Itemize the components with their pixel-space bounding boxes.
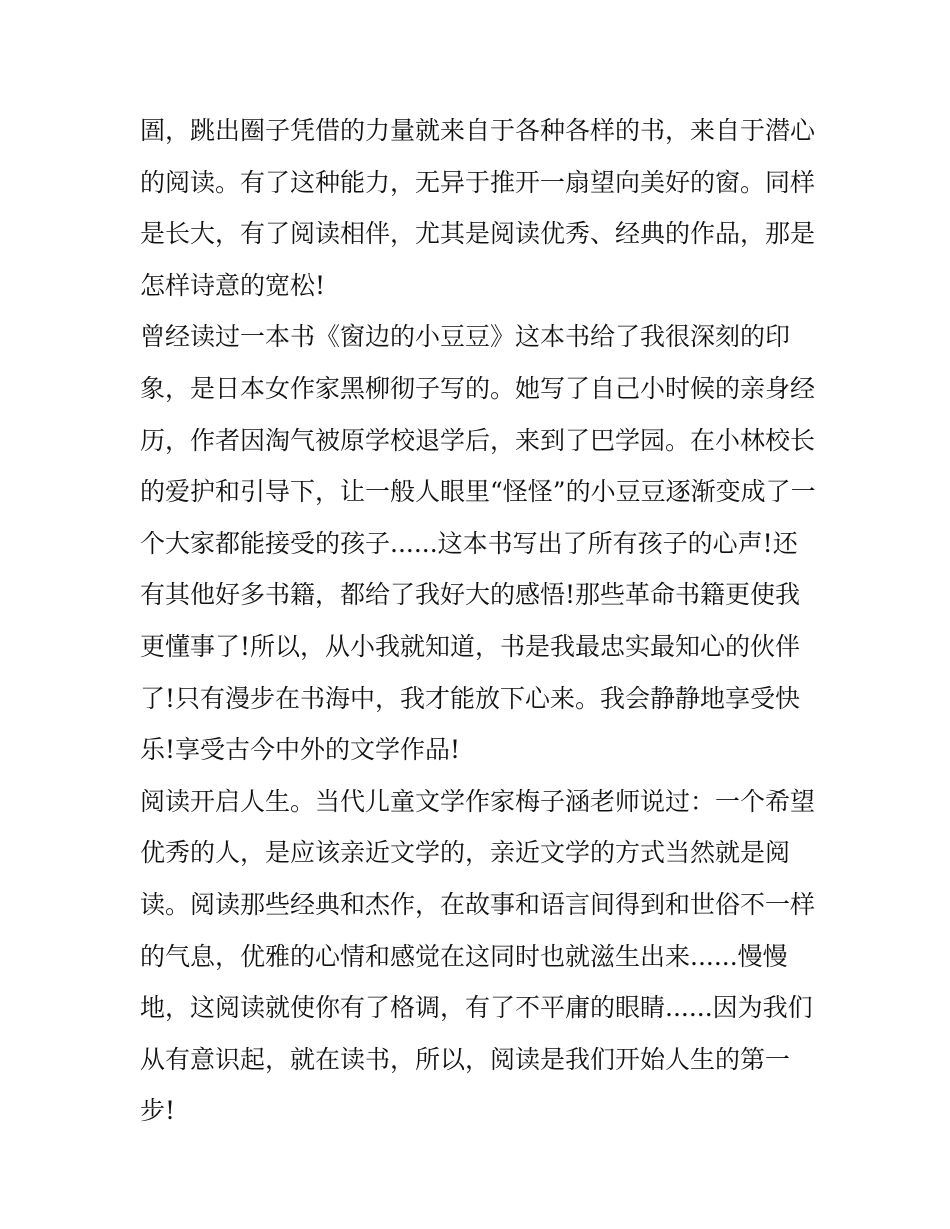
text-line-6: 象，是日本女作家黑柳彻子写的。她写了自己小时候的亲身经 [140, 373, 816, 403]
text-line-7: 历，作者因淘气被原学校退学后，来到了巴学园。在小林校长 [140, 425, 816, 455]
text-line-9: 个大家都能接受的孩子......这本书写出了所有孩子的心声!还 [140, 528, 798, 558]
text-line-3: 是长大，有了阅读相伴，尤其是阅读优秀、经典的作品，那是 [140, 219, 816, 249]
text-line-4: 怎样诗意的宽松! [140, 270, 326, 300]
text-line-1: 圄，跳出圈子凭借的力量就来自于各种各样的书，来自于潜心 [140, 116, 816, 145]
text-line-13: 乐!享受古今中外的文学作品! [140, 735, 461, 765]
text-line-20: 步! [140, 1096, 176, 1126]
text-line-14: 阅读开启人生。当代儿童文学作家梅子涵老师说过：一个希望 [140, 786, 816, 816]
text-line-8: 的爱护和引导下，让一般人眼里“怪怪”的小豆豆逐渐变成了一 [140, 477, 816, 507]
body-text [140, 105, 820, 1137]
text-line-2: 的阅读。有了这种能力，无异于推开一扇望向美好的窗。同样 [140, 167, 816, 197]
text-line-16: 读。阅读那些经典和杰作，在故事和语言间得到和世俗不一样 [140, 889, 816, 919]
text-line-12: 了!只有漫步在书海中，我才能放下心来。我会静静地享受快 [140, 683, 801, 713]
text-line-15: 优秀的人，是应该亲近文学的，亲近文学的方式当然就是阅 [140, 838, 791, 868]
text-line-19: 从有意识起，就在读书，所以，阅读是我们开始人生的第一 [140, 1044, 791, 1074]
text-line-10: 有其他好多书籍，都给了我好大的感悟!那些革命书籍更使我 [140, 580, 801, 610]
text-line-17: 的气息，优雅的心情和感觉在这同时也就滋生出来......慢慢 [140, 941, 788, 971]
text-line-5: 曾经读过一本书《窗边的小豆豆》这本书给了我很深刻的印 [140, 322, 791, 352]
text-line-18: 地，这阅读就使你有了格调，有了不平庸的眼睛......因为我们 [140, 993, 813, 1023]
text-line-11: 更懂事了!所以，从小我就知道，书是我最忠实最知心的伙伴 [140, 631, 801, 661]
